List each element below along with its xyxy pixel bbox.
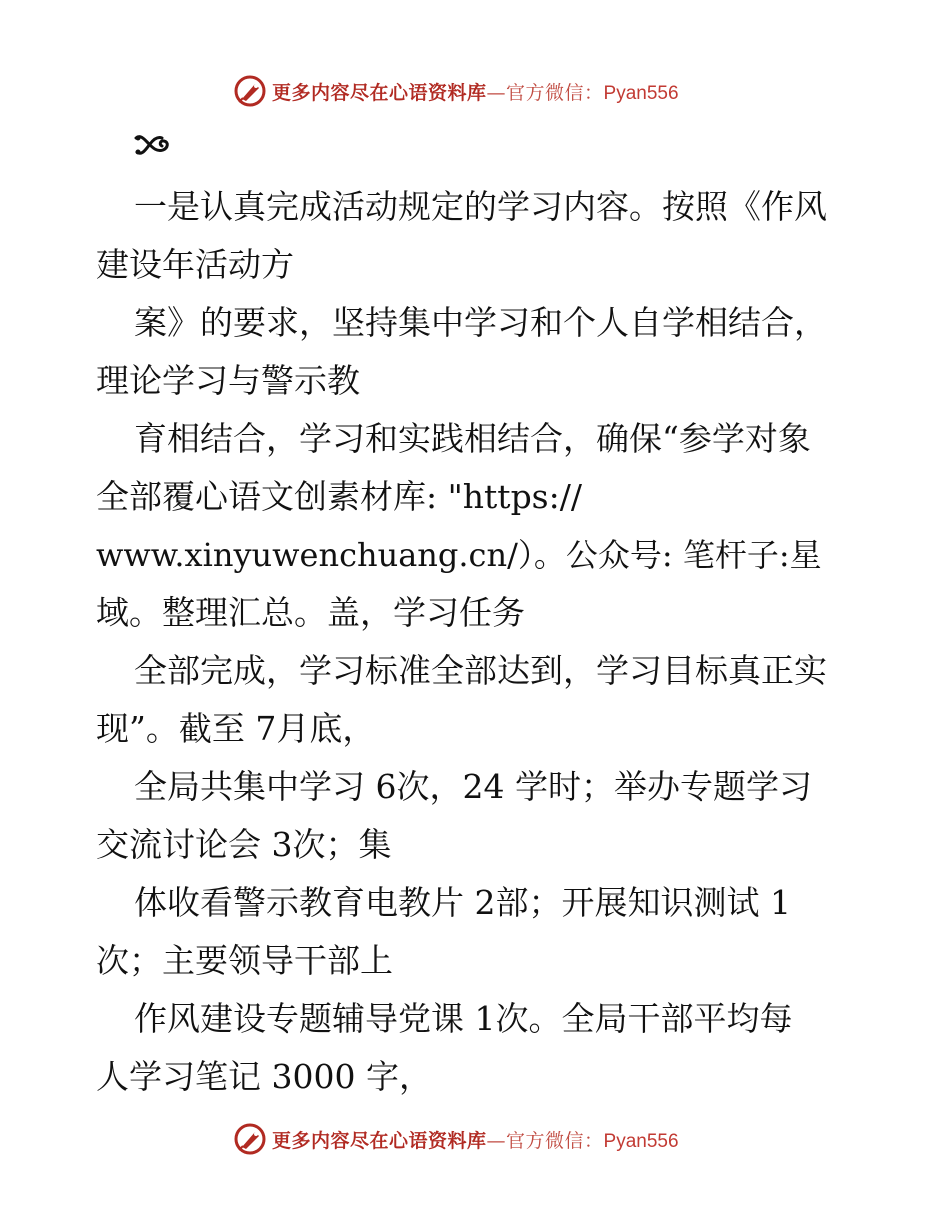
text-line: 现”。截至 7月底， xyxy=(96,709,376,748)
text-line: 交流讨论会 3次；集 xyxy=(96,825,392,864)
text-line: 人学习笔记 3000 字， xyxy=(96,1057,432,1096)
header-banner xyxy=(0,72,950,112)
banner-text: 更多内容尽在心语资料库—官方微信：Pyan556 xyxy=(272,82,679,104)
text-line: 育相结合，学习和实践相结合，确保“参学对象 xyxy=(134,419,811,458)
text-line: 理论学习与警示教 xyxy=(96,361,360,400)
fleuron-icon xyxy=(133,130,173,160)
text-line: 一是认真完成活动规定的学习内容。按照《作风 xyxy=(134,187,827,226)
text-line: 建设年活动方 xyxy=(96,245,294,284)
text-line: 全部完成，学习标准全部达到，学习目标真正实 xyxy=(134,651,827,690)
text-line: 案》的要求，坚持集中学习和个人自学相结合， xyxy=(134,303,827,342)
footer-banner xyxy=(0,1120,950,1160)
text-line: 次；主要领导干部上 xyxy=(96,941,393,980)
pen-nib-circle-icon xyxy=(233,74,267,108)
pen-nib-circle-icon xyxy=(233,1122,267,1156)
text-line: 全局共集中学习 6次，24 学时；举办专题学习 xyxy=(134,767,812,806)
text-line: 全部覆心语文创素材库: "https:// xyxy=(96,477,582,516)
text-line: www.xinyuwenchuang.cn/）。公众号: 笔杆子:星 xyxy=(96,536,822,574)
text-line: 作风建设专题辅导党课 1次。全局干部平均每 xyxy=(134,999,793,1038)
text-line: 体收看警示教育电教片 2部；开展知识测试 1 xyxy=(134,883,791,922)
text-line: 域。整理汇总。盖，学习任务 xyxy=(96,593,525,632)
banner-text: 更多内容尽在心语资料库—官方微信：Pyan556 xyxy=(272,1130,679,1152)
